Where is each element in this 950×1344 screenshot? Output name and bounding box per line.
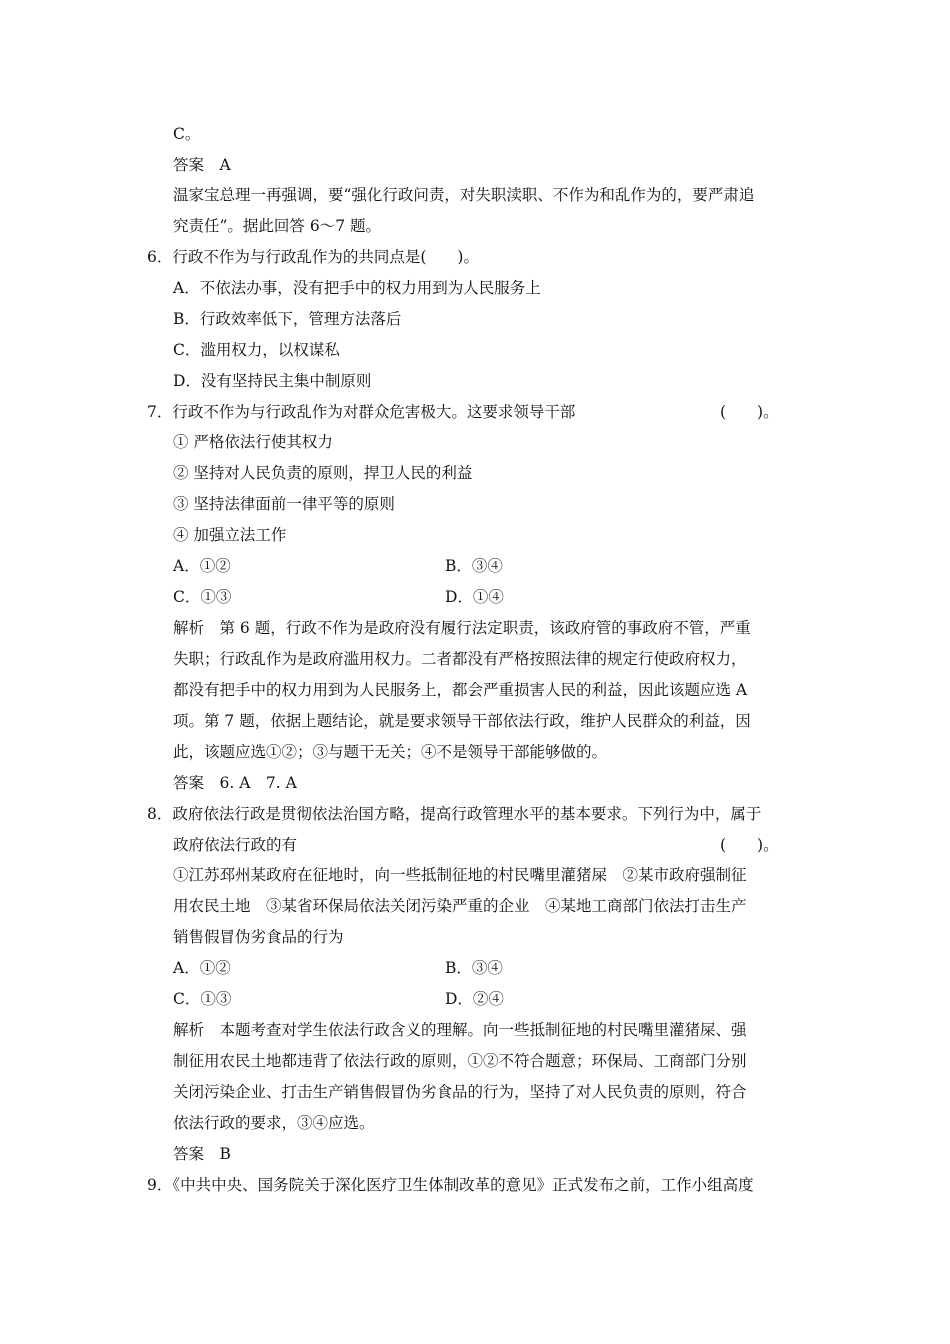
question-6-option-d: D．没有坚持民主集中制原则 — [173, 372, 372, 390]
question-6-stem: 6．行政不作为与行政乱作为的共同点是( )。 — [147, 248, 479, 266]
question-9-stem: 9．《中共中央、国务院关于深化医疗卫生体制改革的意见》正式发布之前，工作小组高度 — [147, 1176, 754, 1194]
question-7-answer-blank: ( )。 — [720, 403, 779, 421]
question-8-option-a: A．①② — [173, 959, 231, 977]
question-7-option-a: A．①② — [173, 557, 231, 575]
question-7-option-b: B．③④ — [445, 557, 503, 575]
question-8-option-b: B．③④ — [445, 959, 503, 977]
explanation-line: 制征用农民土地都违背了依法行政的原则，①②不符合题意；环保局、工商部门分别 — [173, 1052, 747, 1070]
text-line: 究责任”。据此回答 6～7 题。 — [173, 217, 382, 235]
explanation-line: 此，该题应选①②；③与题干无关；④不是领导干部能够做的。 — [173, 743, 608, 761]
question-8-items: 销售假冒伪劣食品的行为 — [173, 928, 344, 946]
question-8-option-d: D．②④ — [445, 990, 504, 1008]
explanation-line: 依法行政的要求，③④应选。 — [173, 1114, 375, 1132]
question-6-option-a: A．不依法办事，没有把手中的权力用到为人民服务上 — [173, 279, 541, 297]
question-6-option-b: B．行政效率低下，管理方法落后 — [173, 310, 402, 328]
question-7-option-c: C．①③ — [173, 588, 232, 606]
explanation-line: 解析 第 6 题，行政不作为是政府没有履行法定职责，该政府管的事政府不管，严重 — [173, 619, 751, 637]
text-line: C。 — [173, 125, 201, 143]
question-8-items: ①江苏邳州某政府在征地时，向一些抵制征地的村民嘴里灌猪屎 ②某市政府强制征 — [173, 866, 747, 884]
question-8-stem-cont: 政府依法行政的有 — [173, 836, 298, 854]
question-7-stem: 7．行政不作为与行政乱作为对群众危害极大。这要求领导干部 — [147, 403, 576, 421]
question-7-item-1: ① 严格依法行使其权力 — [173, 433, 333, 451]
explanation-line: 关闭污染企业、打击生产销售假冒伪劣食品的行为，坚持了对人民负责的原则，符合 — [173, 1083, 747, 1101]
explanation-line: 都没有把手中的权力用到为人民服务上，都会严重损害人民的利益，因此该题应选 A — [173, 681, 748, 699]
answer-line: 答案 A — [173, 156, 231, 174]
question-7-item-3: ③ 坚持法律面前一律平等的原则 — [173, 495, 395, 513]
answer-line: 答案 6. A 7. A — [173, 774, 297, 792]
question-8-items: 用农民土地 ③某省环保局依法关闭污染严重的企业 ④某地工商部门依法打击生产 — [173, 897, 747, 915]
question-8-answer-blank: ( )。 — [720, 836, 779, 854]
question-7-option-d: D．①④ — [445, 588, 504, 606]
answer-line: 答案 B — [173, 1145, 231, 1163]
question-6-option-c: C．滥用权力，以权谋私 — [173, 341, 340, 359]
question-8-option-c: C．①③ — [173, 990, 232, 1008]
text-line: 温家宝总理一再强调，要“强化行政问责，对失职渎职、不作为和乱作为的，要严肃追 — [173, 186, 755, 204]
explanation-line: 项。第 7 题，依据上题结论，就是要求领导干部依法行政，维护人民群众的利益，因 — [173, 712, 751, 730]
question-7-item-2: ② 坚持对人民负责的原则，捍卫人民的利益 — [173, 464, 473, 482]
question-7-item-4: ④ 加强立法工作 — [173, 526, 287, 544]
explanation-line: 解析 本题考查对学生依法行政含义的理解。向一些抵制征地的村民嘴里灌猪屎、强 — [173, 1021, 747, 1039]
explanation-line: 失职；行政乱作为是政府滥用权力。二者都没有严格按照法律的规定行使政府权力， — [173, 650, 747, 668]
question-8-stem: 8．政府依法行政是贯彻依法治国方略，提高行政管理水平的基本要求。下列行为中，属于 — [147, 805, 762, 823]
